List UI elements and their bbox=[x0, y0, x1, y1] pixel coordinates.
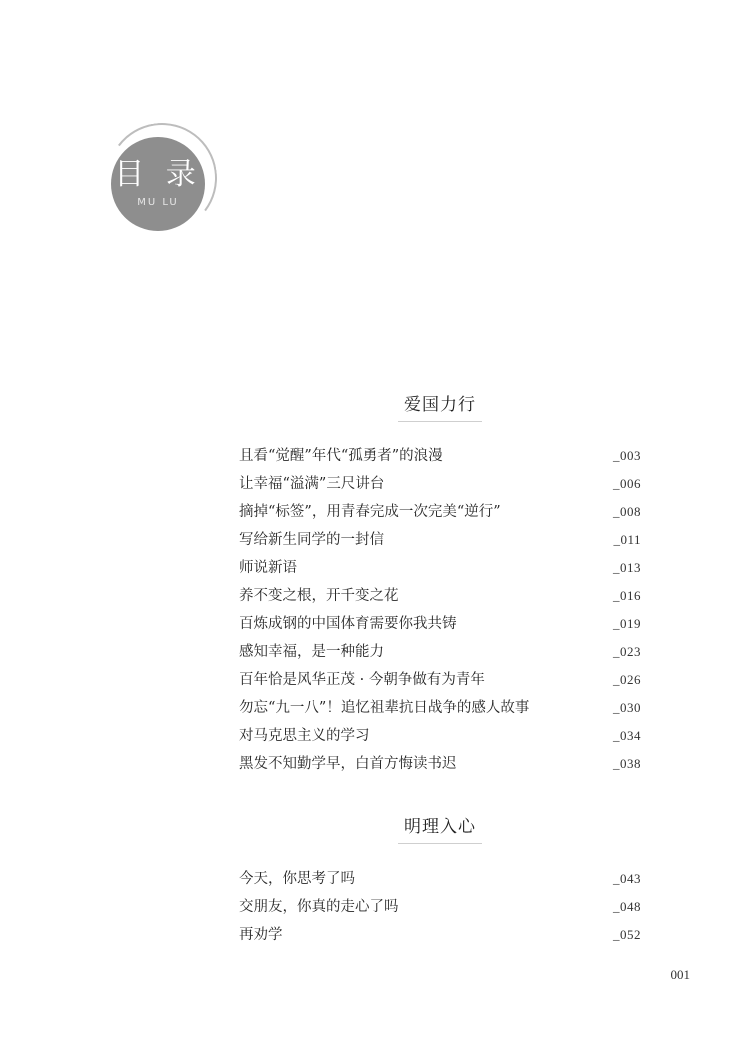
section-heading-text: 明理入心 bbox=[398, 812, 482, 844]
toc-entry[interactable] bbox=[239, 554, 641, 582]
badge-subtitle: MU LU bbox=[137, 197, 179, 208]
toc-entry-page: _008 bbox=[613, 504, 641, 519]
toc-list-section-1 bbox=[239, 442, 641, 778]
toc-entry[interactable] bbox=[239, 638, 641, 666]
toc-entry-title: 摘掉“标签”，用青春完成一次完美“逆行” bbox=[239, 504, 501, 520]
section-heading-mingli bbox=[239, 812, 641, 844]
toc-entry[interactable] bbox=[239, 694, 641, 722]
toc-entry-page: _052 bbox=[613, 927, 641, 942]
toc-entry-page: _019 bbox=[613, 616, 641, 631]
toc-entry-page: _043 bbox=[613, 871, 641, 886]
toc-entry-page: _038 bbox=[613, 756, 641, 771]
toc-entry-title: 百年恰是风华正茂 · 今朝争做有为青年 bbox=[239, 672, 485, 688]
toc-entry-title: 对马克思主义的学习 bbox=[239, 728, 370, 744]
toc-entry[interactable] bbox=[239, 750, 641, 778]
toc-entry-title: 且看“觉醒”年代“孤勇者”的浪漫 bbox=[239, 448, 443, 464]
toc-entry-page: _016 bbox=[613, 588, 641, 603]
toc-entry-title: 今天，你思考了吗 bbox=[239, 871, 355, 887]
toc-entry-title: 再劝学 bbox=[239, 927, 283, 943]
toc-entry[interactable] bbox=[239, 722, 641, 750]
toc-entry-page: _048 bbox=[613, 899, 641, 914]
toc-entry-title: 师说新语 bbox=[239, 560, 297, 576]
toc-entry-page: _003 bbox=[613, 448, 641, 463]
page-number: 001 bbox=[670, 967, 690, 982]
toc-entry[interactable] bbox=[239, 526, 641, 554]
toc-entry-page: _013 bbox=[613, 560, 641, 575]
toc-entry-page: _026 bbox=[613, 672, 641, 687]
section-heading-text: 爱国力行 bbox=[398, 390, 482, 422]
toc-entry[interactable] bbox=[239, 442, 641, 470]
toc-entry[interactable] bbox=[239, 498, 641, 526]
toc-entry-page: _023 bbox=[613, 644, 641, 659]
toc-entry-title: 黑发不知勤学早，白首方悔读书迟 bbox=[239, 756, 457, 772]
toc-entry-page: _030 bbox=[613, 700, 641, 715]
toc-entry-title: 养不变之根，开千变之花 bbox=[239, 588, 399, 604]
toc-entry-title: 百炼成钢的中国体育需要你我共铸 bbox=[239, 616, 457, 632]
toc-entry[interactable] bbox=[239, 921, 641, 949]
toc-entry-page: _006 bbox=[613, 476, 641, 491]
toc-entry[interactable] bbox=[239, 666, 641, 694]
toc-entry-page: _011 bbox=[613, 532, 641, 547]
toc-list-section-2 bbox=[239, 865, 641, 949]
toc-entry[interactable] bbox=[239, 610, 641, 638]
toc-entry[interactable] bbox=[239, 470, 641, 498]
toc-entry-page: _034 bbox=[613, 728, 641, 743]
toc-entry-title: 写给新生同学的一封信 bbox=[239, 532, 384, 548]
toc-entry-title: 让幸福“溢满”三尺讲台 bbox=[239, 476, 385, 492]
badge-title: 目 录 bbox=[114, 157, 202, 192]
toc-entry-title: 勿忘“九一八”！追忆祖辈抗日战争的感人故事 bbox=[239, 700, 530, 716]
section-heading-aiguo bbox=[239, 390, 641, 422]
toc-entry-title: 感知幸福，是一种能力 bbox=[239, 644, 384, 660]
toc-entry[interactable] bbox=[239, 893, 641, 921]
toc-entry-title: 交朋友，你真的走心了吗 bbox=[239, 899, 399, 915]
toc-entry[interactable] bbox=[239, 865, 641, 893]
toc-entry[interactable] bbox=[239, 582, 641, 610]
contents-badge bbox=[103, 127, 213, 237]
